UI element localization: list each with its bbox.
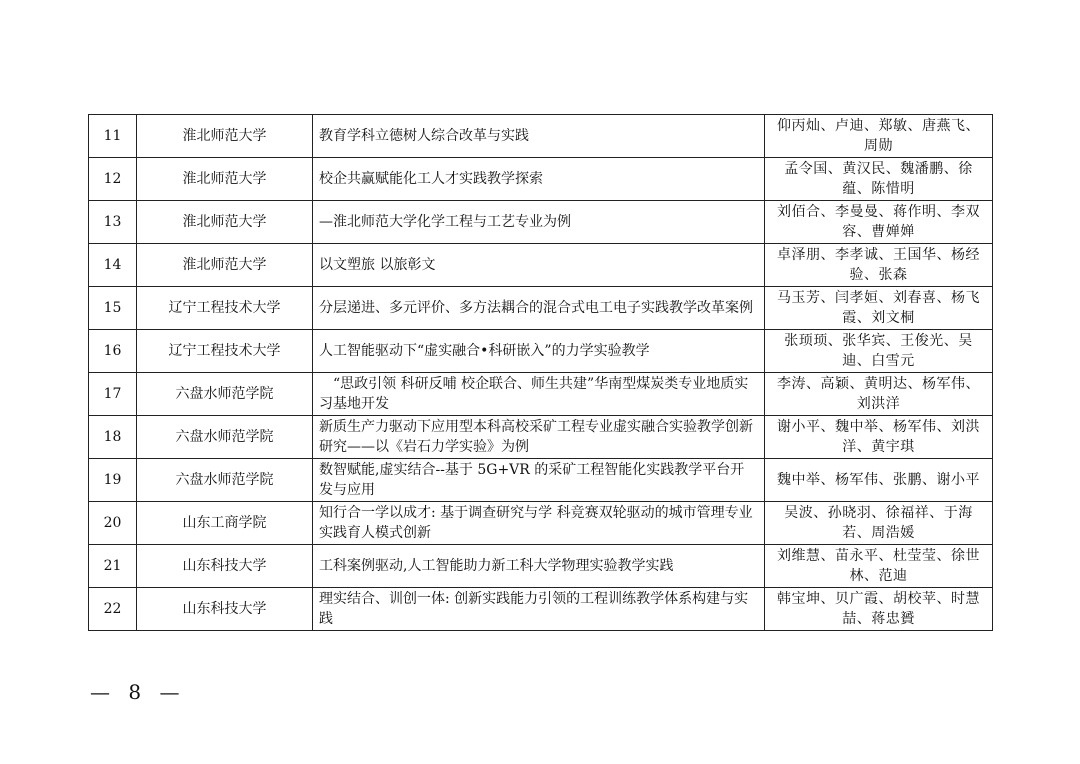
members-cell: 仰丙灿、卢迪、郑敏、唐燕飞、周勋 (765, 115, 993, 158)
row-number-cell: 20 (89, 502, 137, 545)
institution-cell: 淮北师范大学 (137, 244, 313, 287)
members-cell: 马玉芳、闫孝姮、刘春喜、杨飞霞、刘文桐 (765, 287, 993, 330)
institution-cell: 六盘水师范学院 (137, 416, 313, 459)
table-body (89, 115, 993, 631)
table-row (89, 416, 993, 459)
members-cell: 孟令国、黄汉民、魏潘鹏、徐蕴、陈惜明 (765, 158, 993, 201)
members-cell: 吴波、孙晓羽、徐福祥、于海若、周浩媛 (765, 502, 993, 545)
row-number-cell: 17 (89, 373, 137, 416)
project-title-cell: 以文塑旅 以旅彰文 (313, 244, 765, 287)
row-number-cell: 12 (89, 158, 137, 201)
institution-cell: 山东工商学院 (137, 502, 313, 545)
project-title-cell: 校企共赢赋能化工人才实践教学探索 (313, 158, 765, 201)
institution-cell: 淮北师范大学 (137, 201, 313, 244)
row-number-cell: 11 (89, 115, 137, 158)
project-title-cell: 工科案例驱动,人工智能助力新工科大学物理实验教学实践 (313, 545, 765, 588)
project-title-cell: 知行合一学以成才: 基于调查研究与学 科竞赛双轮驱动的城市管理专业实践育人模式创新 (313, 502, 765, 545)
members-cell: 李涛、高颖、黄明达、杨军伟、刘洪洋 (765, 373, 993, 416)
project-title-cell: 教育学科立德树人综合改革与实践 (313, 115, 765, 158)
awards-table (88, 114, 993, 631)
members-cell: 韩宝坤、贝广霞、胡校苹、时慧喆、蒋忠贇 (765, 588, 993, 631)
institution-cell: 淮北师范大学 (137, 115, 313, 158)
table-row (89, 373, 993, 416)
project-title-cell: 新质生产力驱动下应用型本科高校采矿工程专业虚实融合实验教学创新研究——以《岩石力学实验》为例 (313, 416, 765, 459)
table-row (89, 158, 993, 201)
members-cell: 谢小平、魏中举、杨军伟、刘洪洋、黄宇琪 (765, 416, 993, 459)
members-cell: 刘佰合、李曼曼、蒋作明、李双容、曹婵婵 (765, 201, 993, 244)
institution-cell: 山东科技大学 (137, 545, 313, 588)
project-title-cell: 人工智能驱动下“虚实融合•科研嵌入”的力学实验教学 (313, 330, 765, 373)
table-row (89, 115, 993, 158)
page-number: — 8 — (90, 680, 186, 704)
project-title-cell: 数智赋能,虚实结合--基于 5G+VR 的采矿工程智能化实践教学平台开发与应用 (313, 459, 765, 502)
project-title-cell: —淮北师范大学化学工程与工艺专业为例 (313, 201, 765, 244)
table-row (89, 244, 993, 287)
institution-cell: 六盘水师范学院 (137, 459, 313, 502)
row-number-cell: 16 (89, 330, 137, 373)
institution-cell: 辽宁工程技术大学 (137, 330, 313, 373)
project-title-cell: 理实结合、训创一体: 创新实践能力引领的工程训练教学体系构建与实践 (313, 588, 765, 631)
table-row (89, 201, 993, 244)
table-row (89, 502, 993, 545)
table-row (89, 330, 993, 373)
members-cell: 张顼顼、张华宾、王俊光、吴迪、白雪元 (765, 330, 993, 373)
table-row (89, 287, 993, 330)
row-number-cell: 21 (89, 545, 137, 588)
members-cell: 刘维慧、苗永平、杜莹莹、徐世林、范迪 (765, 545, 993, 588)
table-row (89, 588, 993, 631)
row-number-cell: 13 (89, 201, 137, 244)
row-number-cell: 19 (89, 459, 137, 502)
institution-cell: 辽宁工程技术大学 (137, 287, 313, 330)
row-number-cell: 15 (89, 287, 137, 330)
members-cell: 卓泽朋、李孝诚、王国华、杨经验、张森 (765, 244, 993, 287)
project-title-cell: “思政引领 科研反哺 校企联合、师生共建”华南型煤炭类专业地质实习基地开发 (313, 373, 765, 416)
project-title-cell: 分层递进、多元评价、多方法耦合的混合式电工电子实践教学改革案例 (313, 287, 765, 330)
table-row (89, 545, 993, 588)
row-number-cell: 18 (89, 416, 137, 459)
members-cell: 魏中举、杨军伟、张鹏、谢小平 (765, 459, 993, 502)
row-number-cell: 14 (89, 244, 137, 287)
row-number-cell: 22 (89, 588, 137, 631)
institution-cell: 六盘水师范学院 (137, 373, 313, 416)
institution-cell: 山东科技大学 (137, 588, 313, 631)
table-row (89, 459, 993, 502)
institution-cell: 淮北师范大学 (137, 158, 313, 201)
